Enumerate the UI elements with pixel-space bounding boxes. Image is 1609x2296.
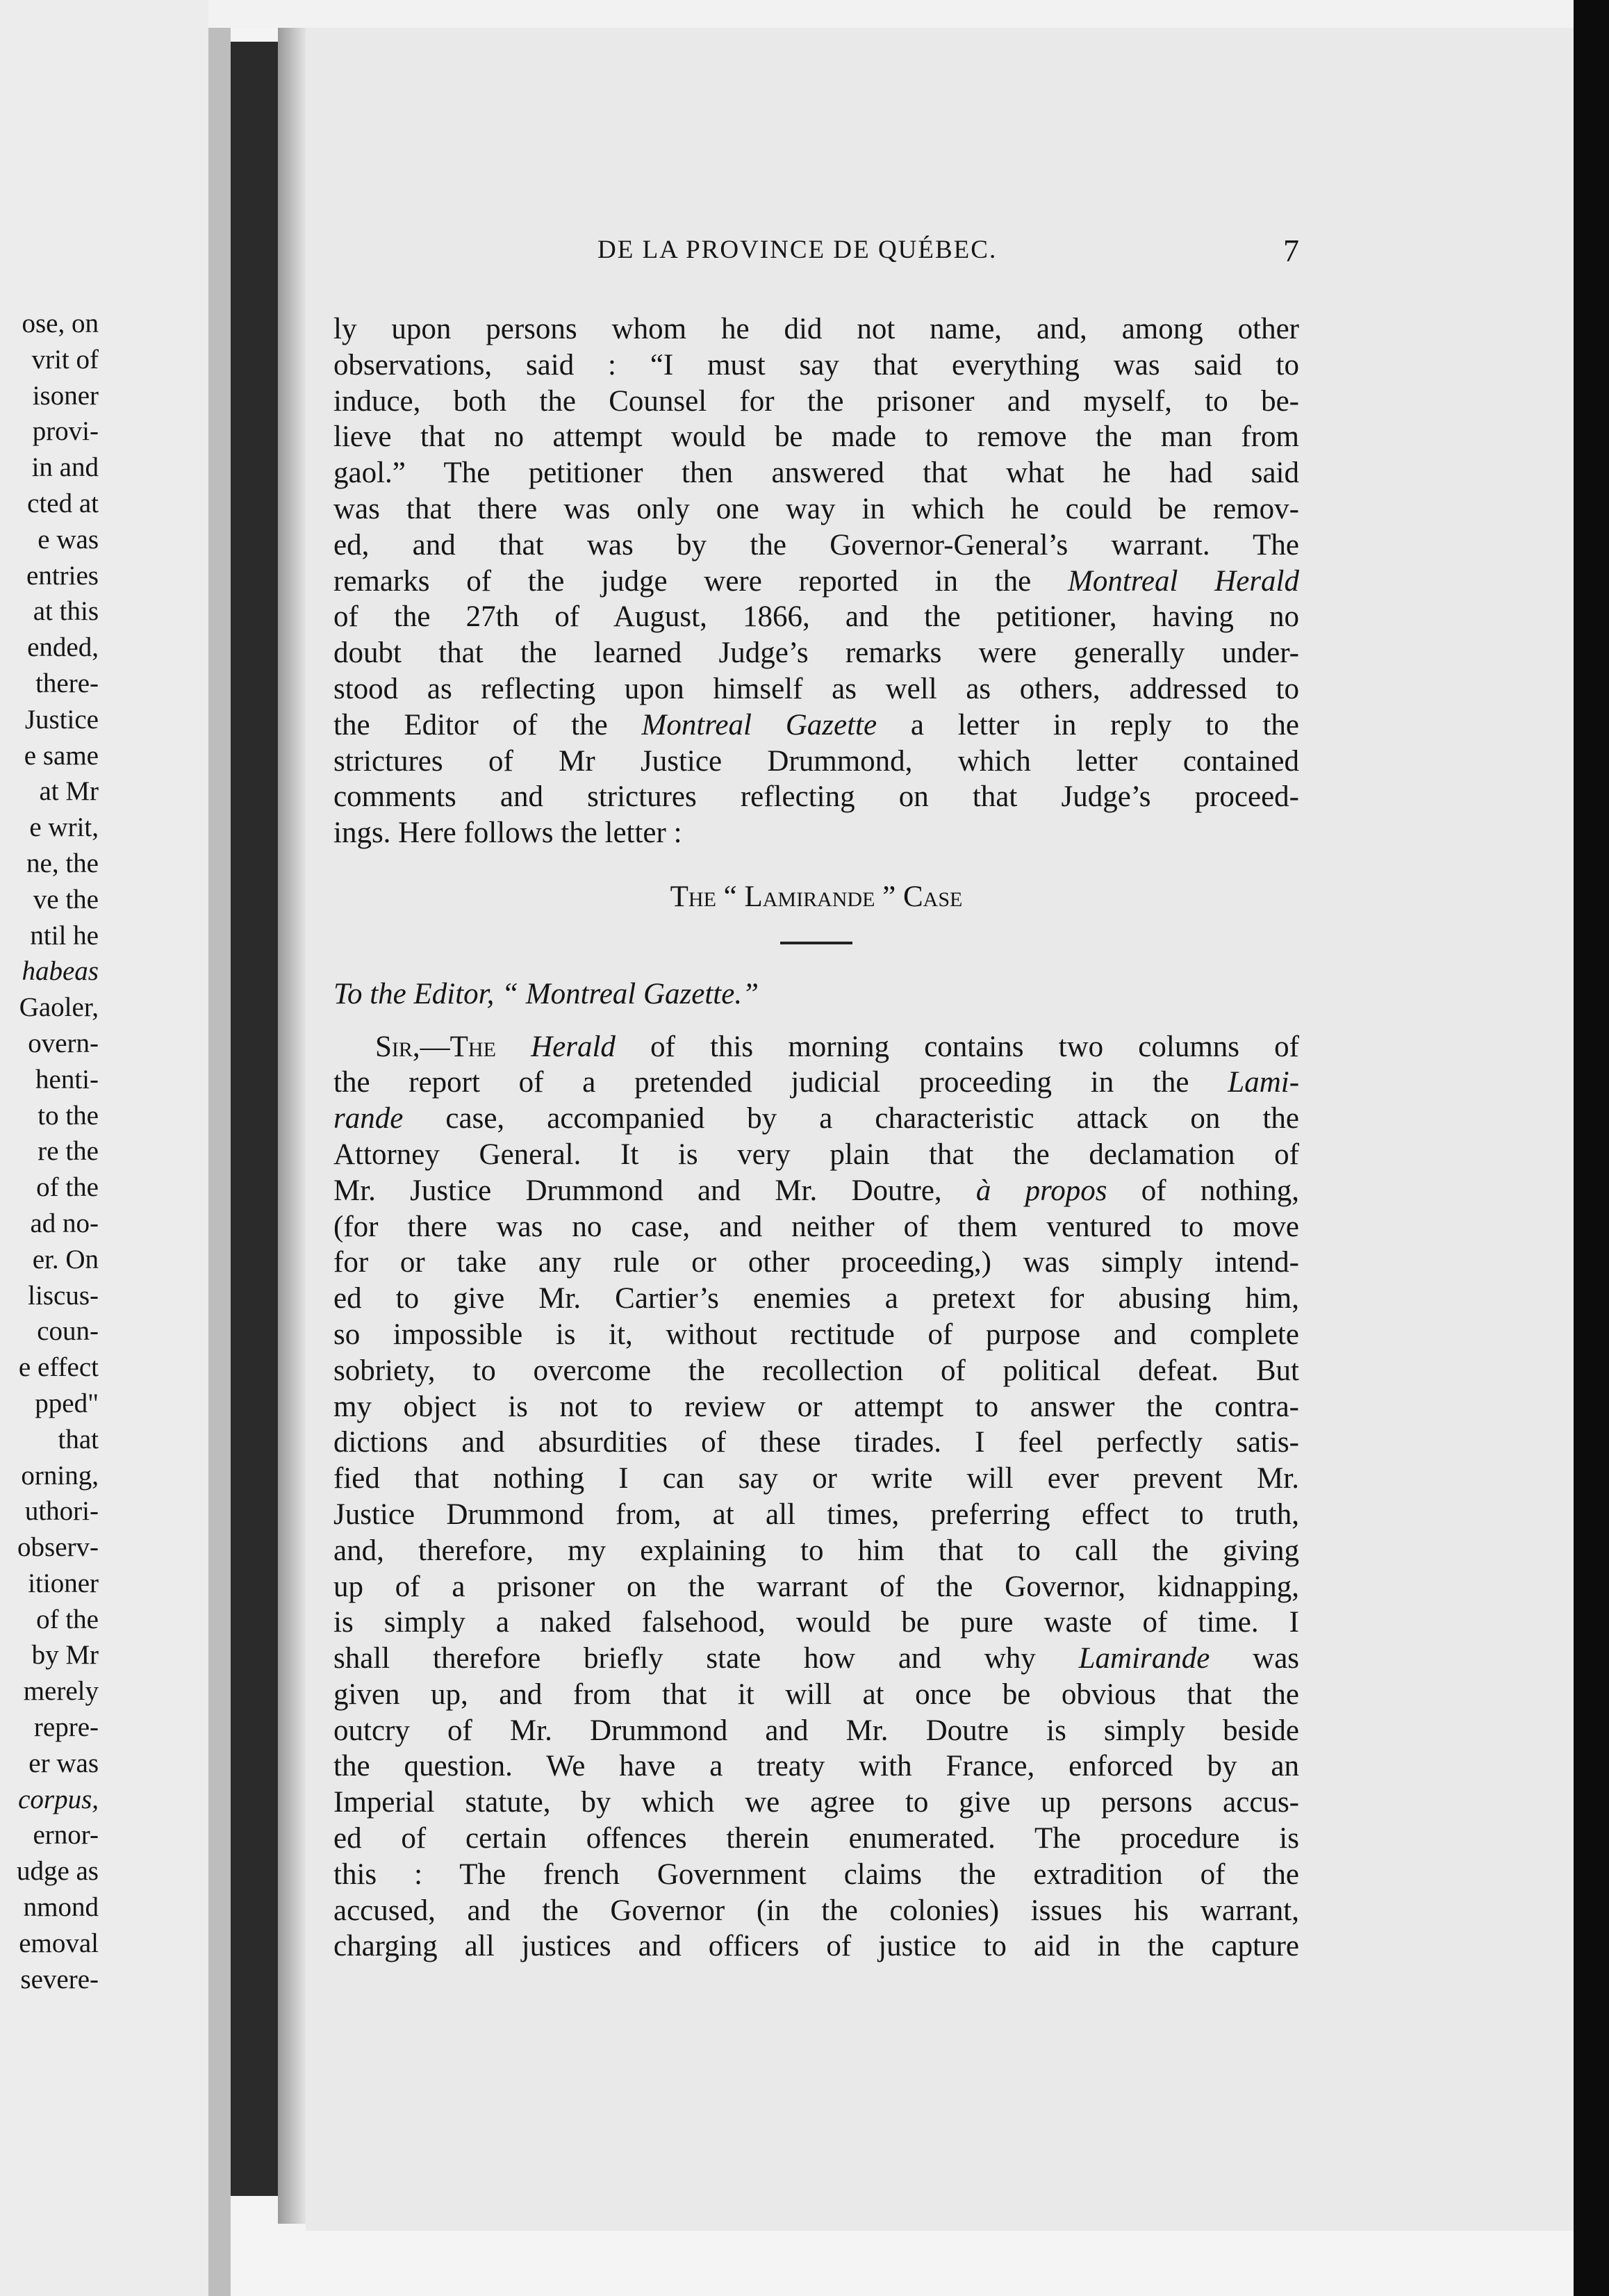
left-page-line: e effect bbox=[18, 1352, 99, 1383]
left-page-line: cted at bbox=[27, 488, 99, 518]
salutation: To the Editor, “ Montreal Gazette.” bbox=[333, 977, 759, 1010]
left-page-line: in and bbox=[31, 452, 99, 483]
text-line: dictions and absurdities of these tirades. I feel perfectly satis- bbox=[333, 1426, 1299, 1459]
spine-shade bbox=[278, 28, 306, 2224]
text-line: the report of a pretended judicial proceeding in the Lami- bbox=[333, 1066, 1299, 1099]
left-page-line: vrit of bbox=[31, 344, 99, 375]
left-page-line: merely bbox=[23, 1676, 99, 1707]
left-page-line: er was bbox=[28, 1748, 99, 1778]
left-page-line: ernor- bbox=[33, 1820, 99, 1851]
text-line: accused, and the Governor (in the colonies) issues his warrant, bbox=[333, 1894, 1299, 1927]
text-line: this : The french Government claims the extradition of the bbox=[333, 1858, 1299, 1891]
left-page-line: emoval bbox=[19, 1928, 99, 1958]
running-head bbox=[333, 235, 1299, 277]
left-page-line: pped" bbox=[35, 1388, 99, 1418]
left-page-line: corpus, bbox=[18, 1784, 99, 1814]
text-line: strictures of Mr Justice Drummond, which letter contained bbox=[333, 744, 1299, 778]
page-number: 7 bbox=[1283, 233, 1299, 268]
left-page-line: ve the bbox=[33, 884, 99, 915]
left-page-line: e writ, bbox=[29, 812, 99, 843]
left-page-line: at Mr bbox=[39, 776, 99, 807]
left-page-line: there- bbox=[35, 668, 99, 698]
text-line: Attorney General. It is very plain that the declamation of bbox=[333, 1138, 1299, 1171]
text-line: was that there was only one way in which he could be remov- bbox=[333, 492, 1299, 525]
right-black-edge bbox=[1574, 0, 1609, 2296]
left-page-line: ose, on bbox=[22, 309, 99, 338]
left-page-line: e was bbox=[38, 524, 99, 555]
main-text bbox=[333, 311, 1299, 1965]
left-page-line: at this bbox=[33, 596, 99, 627]
text-line: comments and strictures reflecting on that Judge’s proceed- bbox=[333, 780, 1299, 814]
text-line: fied that nothing I can say or write will ever prevent Mr. bbox=[333, 1462, 1299, 1495]
left-page-text bbox=[0, 306, 99, 1997]
left-page-line: of the bbox=[36, 1172, 99, 1203]
left-page-line: ntil he bbox=[30, 920, 99, 951]
text-line: lieve that no attempt would be made to remove the man from bbox=[333, 420, 1299, 454]
text-line: ed to give Mr. Cartier’s enemies a pretext for abusing him, bbox=[333, 1282, 1299, 1315]
text-line: the Editor of the Montreal Gazette a letter in reply to the bbox=[333, 708, 1299, 741]
left-page-line: ad no- bbox=[30, 1208, 99, 1238]
text-line: rande case, accompanied by a characteristic attack on the bbox=[333, 1102, 1299, 1135]
gutter-light bbox=[208, 0, 231, 2296]
left-page-line: overn- bbox=[28, 1028, 99, 1058]
italic-title: Montreal Herald bbox=[1068, 564, 1299, 598]
left-page-line: uthori- bbox=[24, 1496, 99, 1527]
text-line: induce, both the Counsel for the prisoner and myself, to be- bbox=[333, 384, 1299, 418]
text-line: my object is not to review or attempt to answer the contra- bbox=[333, 1390, 1299, 1423]
letter-heading: The “ Lamirande ” Case bbox=[670, 880, 963, 913]
left-page-line: repre- bbox=[33, 1712, 99, 1743]
left-page-line: that bbox=[58, 1424, 99, 1454]
left-page-line: severe- bbox=[20, 1964, 99, 1994]
section-rule bbox=[780, 942, 852, 944]
text-line: ed, and that was by the Governor-General’s warrant. The bbox=[333, 528, 1299, 561]
text-line: given up, and from that it will at once be obvious that the bbox=[333, 1678, 1299, 1711]
text-line: gaol.” The petitioner then answered that what he had said bbox=[333, 457, 1299, 490]
text-line: sobriety, to overcome the recollection of political defeat. But bbox=[333, 1354, 1299, 1387]
text-line: outcry of Mr. Drummond and Mr. Doutre is simply beside bbox=[333, 1714, 1299, 1747]
left-page-line: observ- bbox=[17, 1532, 99, 1563]
text-line: ed of certain offences therein enumerated. The procedure is bbox=[333, 1822, 1299, 1855]
running-title: DE LA PROVINCE DE QUÉBEC. bbox=[597, 236, 998, 264]
text-line: ings. Here follows the letter : bbox=[333, 817, 682, 850]
left-page-line: udge as bbox=[16, 1856, 99, 1887]
text-line: so impossible is it, without rectitude of purpose and complete bbox=[333, 1318, 1299, 1351]
text-line: (for there was no case, and neither of them ventured to move bbox=[333, 1210, 1299, 1243]
text-line: Sir,—The Herald of this morning contains two columns of bbox=[375, 1030, 1299, 1063]
text-line: shall therefore briefly state how and why Lamirande was bbox=[333, 1642, 1299, 1675]
text-line: the question. We have a treaty with France, enforced by an bbox=[333, 1750, 1299, 1783]
text-line: Mr. Justice Drummond and Mr. Doutre, à propos of nothing, bbox=[333, 1174, 1299, 1207]
text-line: Imperial statute, by which we agree to give up persons accus- bbox=[333, 1786, 1299, 1819]
left-page-line: Justice bbox=[24, 704, 99, 735]
text-line: remarks of the judge were reported in the Montreal Herald bbox=[333, 564, 1299, 598]
text-line: Justice Drummond from, at all times, preferring effect to truth, bbox=[333, 1498, 1299, 1531]
left-page-line: ne, the bbox=[26, 848, 99, 878]
left-page-line: re the bbox=[38, 1136, 99, 1167]
text-line: ly upon persons whom he did not name, and, among other bbox=[333, 313, 1299, 345]
left-page-line: henti- bbox=[35, 1064, 99, 1094]
left-page-line: orning, bbox=[21, 1460, 99, 1491]
left-page-line: entries bbox=[26, 560, 99, 591]
left-page-line: provi- bbox=[32, 416, 99, 447]
left-page-line: habeas bbox=[22, 956, 99, 987]
text-line: for or take any rule or other proceeding,) was simply intend- bbox=[333, 1246, 1299, 1279]
left-page-line: nmond bbox=[23, 1892, 99, 1923]
top-margin bbox=[208, 0, 1574, 28]
left-page-line: isoner bbox=[32, 380, 99, 411]
left-page-line: itioner bbox=[28, 1568, 99, 1598]
gutter-shadow bbox=[231, 42, 278, 2196]
left-page-line: coun- bbox=[37, 1316, 99, 1347]
text-line: observations, said : “I must say that everything was said to bbox=[333, 348, 1299, 382]
text-line: doubt that the learned Judge’s remarks were generally under- bbox=[333, 637, 1299, 670]
left-page-line: er. On bbox=[32, 1244, 99, 1274]
left-page-line: to the bbox=[38, 1100, 99, 1131]
text-line: of the 27th of August, 1866, and the petitioner, having no bbox=[333, 600, 1299, 634]
text-line: is simply a naked falsehood, would be pure waste of time. I bbox=[333, 1606, 1299, 1639]
left-page-line: e same bbox=[24, 740, 99, 771]
left-page-line: liscus- bbox=[28, 1280, 99, 1311]
italic-title: Montreal Gazette bbox=[641, 708, 877, 741]
text-line: charging all justices and officers of justice to aid in the capture bbox=[333, 1930, 1299, 1963]
text-line: up of a prisoner on the warrant of the Governor, kidnapping, bbox=[333, 1570, 1299, 1603]
left-page-line: of the bbox=[36, 1604, 99, 1634]
left-page-line: by Mr bbox=[31, 1640, 99, 1671]
text-line: stood as reflecting upon himself as well as others, addressed to bbox=[333, 672, 1299, 705]
text-line: and, therefore, my explaining to him that to call the giving bbox=[333, 1534, 1299, 1567]
left-page-line: Gaoler, bbox=[19, 992, 99, 1023]
left-page-line: ended, bbox=[27, 632, 99, 663]
